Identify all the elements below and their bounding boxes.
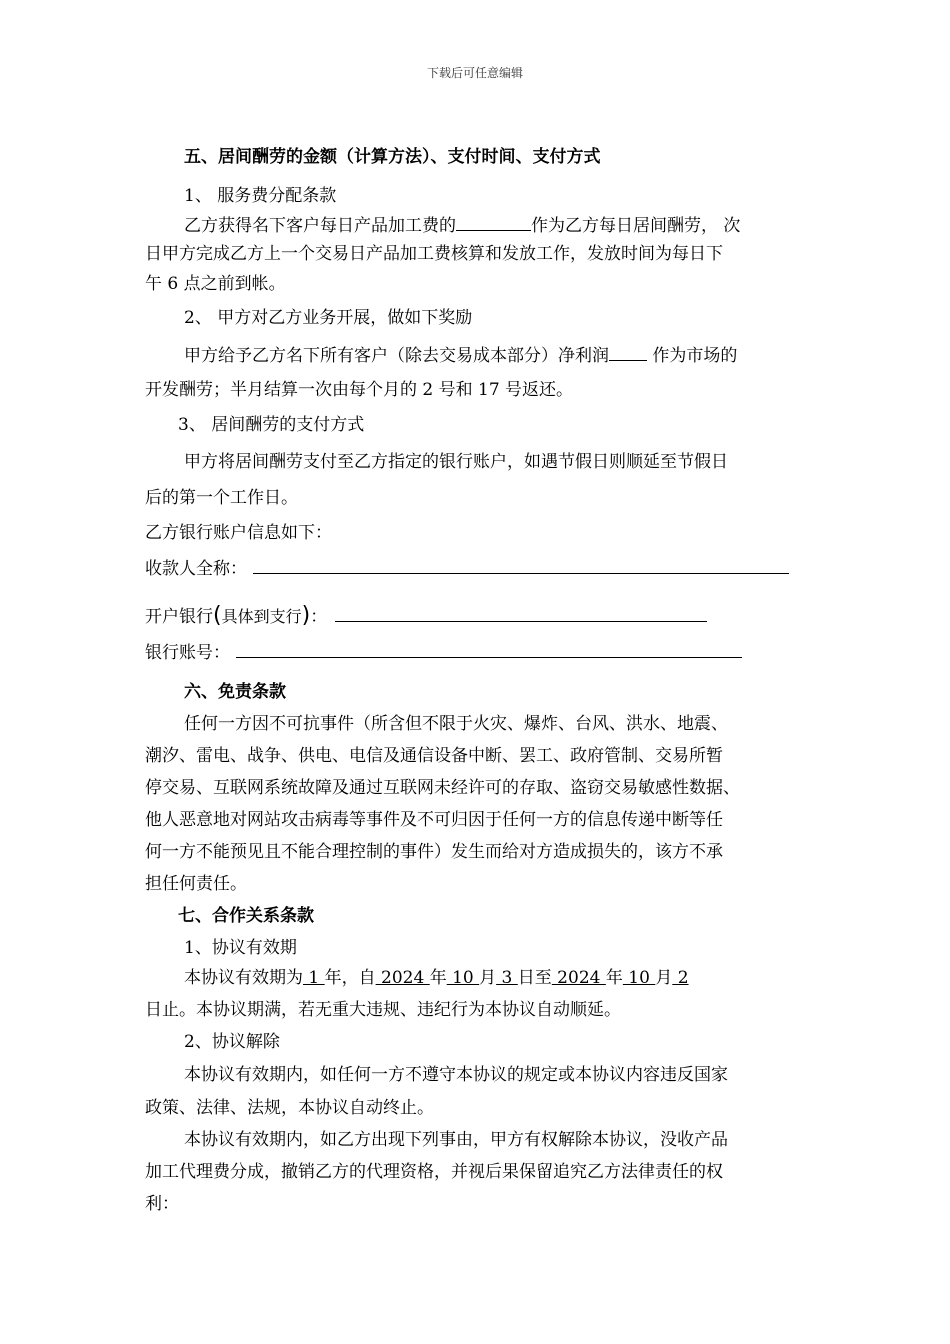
bank-branch-colon: ： — [310, 607, 328, 627]
bank-branch-field[interactable] — [335, 603, 707, 622]
s6-line5: 何一方不能预见且不能合理控制的事件）发生而给对方造成损失的，该方不承 — [145, 842, 723, 862]
s7-item2-p2-line3: 利： — [145, 1194, 179, 1214]
bank-branch-paren-open: ( — [213, 603, 222, 628]
s6-line6: 担任何责任。 — [145, 874, 247, 894]
s5-item3-line2: 后的第一个工作日。 — [145, 488, 298, 508]
validity-end-month: 10 — [622, 968, 656, 988]
bank-branch-note: 具体到支行 — [221, 607, 302, 626]
s5-item1-text-b: 作为乙方每日居间酬劳， 次 — [531, 216, 741, 236]
validity-text-5: 日至 — [517, 968, 552, 988]
s7-item2-p2-line2: 加工代理费分成，撤销乙方的代理资格，并视后果保留追究乙方法律责任的权 — [145, 1162, 723, 1182]
s5-item1-text-a: 乙方获得名下客户每日产品加工费的 — [184, 216, 456, 236]
bank-branch-paren-close: ) — [301, 603, 311, 628]
s5-item1-line1 — [184, 212, 740, 238]
validity-start-year: 2024 — [375, 968, 430, 988]
s5-item3-line1: 甲方将居间酬劳支付至乙方指定的银行账户，如遇节假日则顺延至节假日 — [184, 452, 728, 472]
validity-end-day: 2 — [672, 968, 689, 988]
s5-item2-title: 2、 甲方对乙方业务开展，做如下奖励 — [184, 308, 473, 328]
s5-item1-title: 1、 服务费分配条款 — [184, 186, 337, 206]
section-7-title: 七、合作关系条款 — [178, 906, 314, 926]
payee-name-field[interactable] — [253, 555, 789, 574]
validity-text-1: 本协议有效期为 — [184, 968, 303, 988]
account-no-field[interactable] — [236, 639, 742, 658]
page-header: 下载后可任意编辑 — [426, 66, 523, 80]
blank-profit-ratio — [609, 342, 647, 361]
s7-item1-title: 1、协议有效期 — [184, 938, 297, 958]
s6-line4: 他人恶意地对网站攻击病毒等事件及不可归因于任何一方的信息传递中断等任 — [145, 810, 723, 830]
validity-text-2: 年，自 — [324, 968, 376, 988]
s7-item2-p2-line1: 本协议有效期内，如乙方出现下列事由，甲方有权解除本协议，没收产品 — [184, 1130, 728, 1150]
bank-info-heading: 乙方银行账户信息如下： — [145, 523, 332, 543]
s7-validity-line2: 日止。本协议期满，若无重大违规、违纪行为本协议自动顺延。 — [145, 1000, 621, 1020]
s5-item2-line1 — [184, 342, 737, 368]
s7-item2-title: 2、协议解除 — [184, 1032, 280, 1052]
blank-fee-ratio — [456, 212, 531, 231]
account-no-label: 银行账号： — [145, 643, 230, 663]
s6-line2: 潮汐、雷电、战争、供电、电信及通信设备中断、罢工、政府管制、交易所暂 — [145, 746, 723, 766]
s7-validity-line — [184, 966, 689, 990]
s7-item2-line1: 本协议有效期内，如任何一方不遵守本协议的规定或本协议内容违反国家 — [184, 1065, 728, 1085]
s5-item1-line2: 日甲方完成乙方上一个交易日产品加工费核算和发放工作，发放时间为每日下 — [145, 244, 723, 264]
s6-line1: 任何一方因不可抗事件（所含但不限于火灾、爆炸、台风、洪水、地震、 — [184, 714, 728, 734]
bank-branch-row — [145, 603, 707, 629]
bank-branch-label: 开户银行 — [145, 607, 213, 627]
validity-text-6: 年 — [605, 968, 623, 988]
validity-text-3: 年 — [429, 968, 447, 988]
s7-item2-line2: 政策、法律、法规，本协议自动终止。 — [145, 1098, 434, 1118]
s5-item2-text-b: 作为市场的 — [647, 346, 738, 366]
validity-years: 1 — [303, 968, 325, 988]
validity-start-day: 3 — [496, 968, 518, 988]
validity-text-4: 月 — [479, 968, 497, 988]
s5-item2-text-a: 甲方给予乙方名下所有客户（除去交易成本部分）净利润 — [184, 346, 609, 366]
account-no-row — [145, 639, 742, 665]
payee-name-row — [145, 555, 789, 581]
s5-item3-title: 3、 居间酬劳的支付方式 — [178, 415, 365, 435]
validity-text-7: 月 — [655, 968, 673, 988]
s5-item1-line3: 午 6 点之前到帐。 — [145, 274, 286, 294]
s6-line3: 停交易、互联网系统故障及通过互联网未经许可的存取、盗窃交易敏感性数据、 — [145, 778, 740, 798]
validity-start-month: 10 — [446, 968, 480, 988]
section-5-title: 五、居间酬劳的金额（计算方法）、支付时间、支付方式 — [184, 147, 601, 167]
section-6-title: 六、免责条款 — [184, 682, 286, 702]
validity-end-year: 2024 — [551, 968, 606, 988]
payee-name-label: 收款人全称： — [145, 559, 247, 579]
s5-item2-line2: 开发酬劳；半月结算一次由每个月的 2 号和 17 号返还。 — [145, 380, 574, 400]
